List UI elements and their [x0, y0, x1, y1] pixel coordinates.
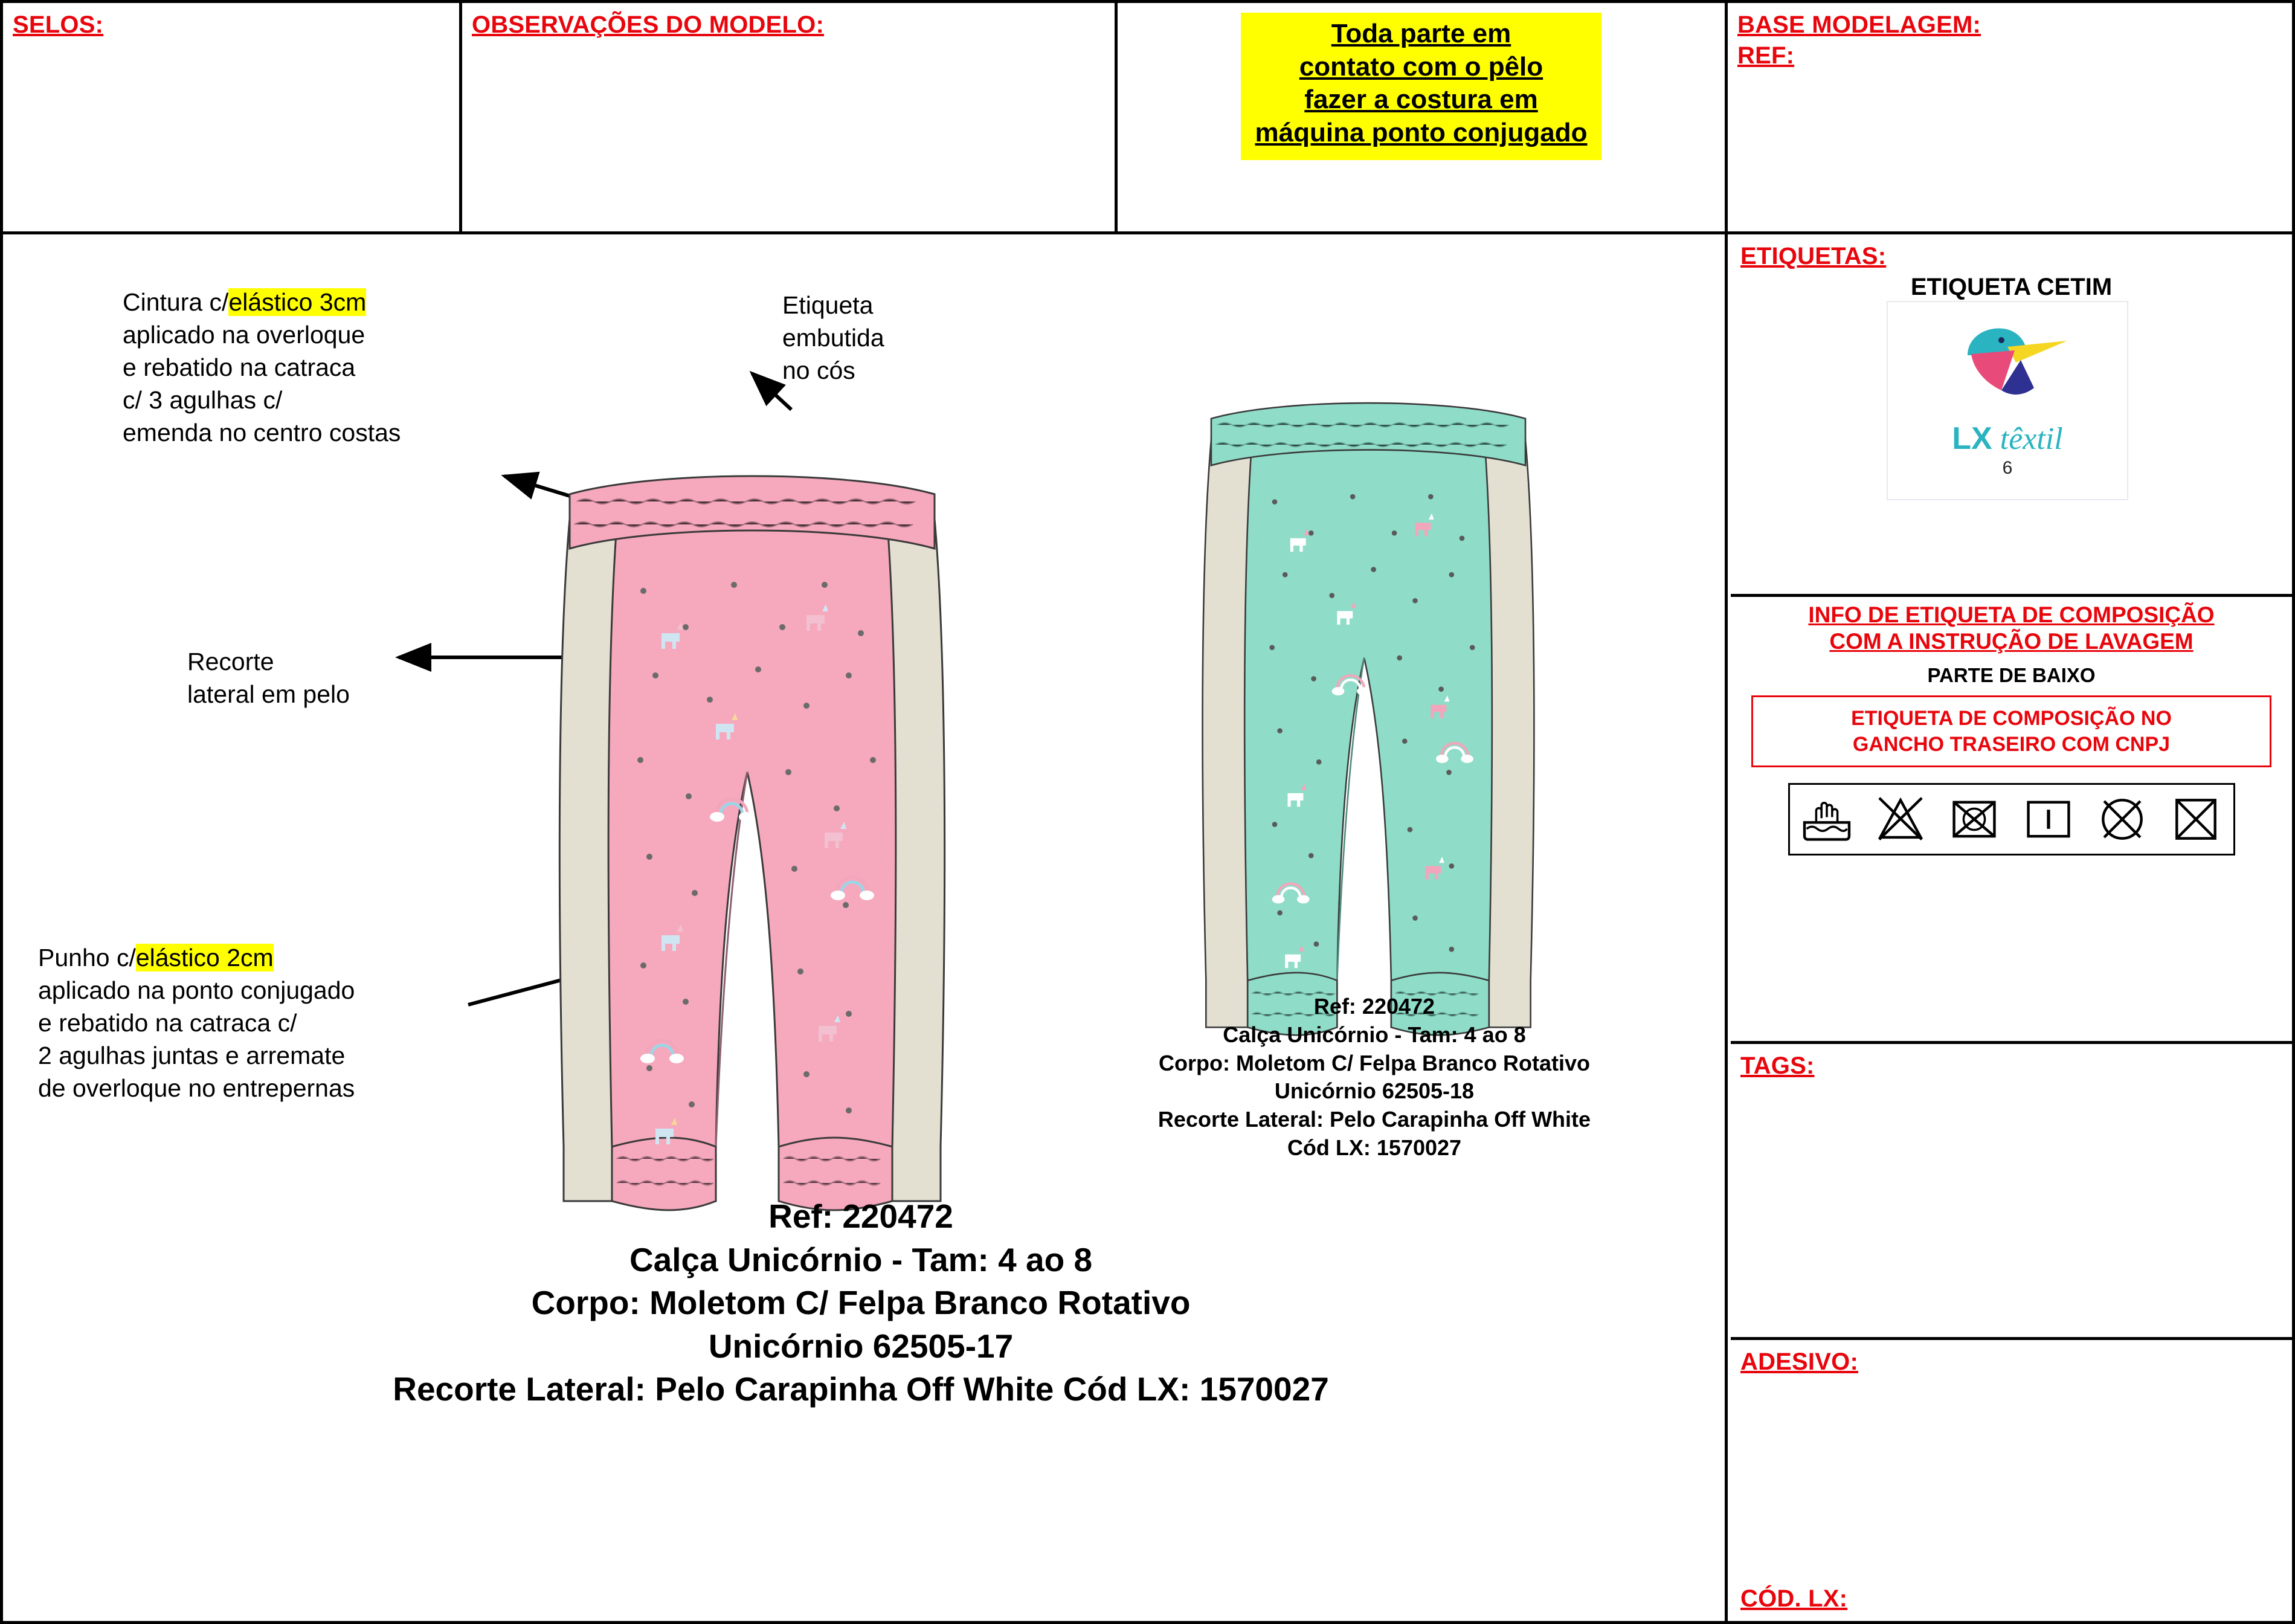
main-ref: Ref: 220472 [768, 1197, 953, 1235]
ref-label: REF: [1737, 42, 1795, 69]
punho-line1-pre: Punho c/ [38, 944, 136, 971]
base-modelagem-cell [1728, 3, 2289, 231]
header-band [3, 3, 2292, 231]
note-line-1: Toda parte em [1331, 19, 1511, 48]
punho-line2: aplicado na ponto conjugado [38, 976, 355, 1005]
no-dry-clean-icon [2096, 793, 2149, 846]
secondary-cod: Cód LX: 1570027 [1287, 1135, 1462, 1160]
selos-label: SELOS: [13, 11, 104, 38]
note-line-4: máquina ponto conjugado [1255, 117, 1588, 147]
pant-body-pink [608, 494, 896, 1201]
punho-line5: de overloque no entrepernas [38, 1074, 355, 1103]
no-wring-icon [2169, 793, 2223, 846]
hand-wash-icon [1800, 793, 1853, 846]
etiquetas-label: ETIQUETAS: [1740, 243, 1887, 269]
pant-illustration-pink [535, 434, 970, 1249]
note-cell [1118, 3, 1728, 231]
drawing-area [3, 234, 1728, 1624]
note-line-3: fazer a costura em [1304, 85, 1538, 115]
info-composicao-title [1731, 597, 2292, 654]
pant-illustration-mint [1181, 361, 1556, 1074]
cintura-line1-pre: Cintura c/ [123, 288, 229, 316]
iron-low-icon [2022, 793, 2075, 846]
base-modelagem-label: BASE MODELAGEM: [1737, 11, 1981, 38]
adesivo-section [1731, 1340, 2292, 1621]
red-box-line2: GANCHO TRASEIRO COM CNPJ [1852, 732, 2171, 756]
cintura-elastic-highlight: elástico 3cm [228, 288, 367, 316]
secondary-name: Calça Unicórnio - Tam: 4 ao 8 [1223, 1022, 1526, 1047]
hummingbird-logo-icon [1943, 320, 2073, 411]
adesivo-label: ADESIVO: [1740, 1348, 1858, 1375]
no-bleach-icon [1874, 793, 1927, 846]
tags-section [1731, 1044, 2292, 1340]
pant-body-mint [1244, 419, 1492, 1028]
cintura-line2: aplicado na overloque [123, 321, 365, 349]
satin-label-card [1887, 301, 2128, 500]
main-name: Calça Unicórnio - Tam: 4 ao 8 [629, 1240, 1093, 1278]
product-info-main [39, 1195, 1682, 1411]
no-tumble-dry-icon [1948, 793, 2001, 846]
product-info-secondary [1030, 993, 1719, 1162]
care-symbols-box [1788, 783, 2235, 856]
composicao-red-box [1751, 695, 2271, 767]
arrow-etiqueta [752, 373, 791, 410]
secondary-ref: Ref: 220472 [1313, 994, 1435, 1019]
tags-label: TAGS: [1740, 1052, 1815, 1079]
label-size-number: 6 [2002, 458, 2013, 478]
main-recorte: Recorte Lateral: Pelo Carapinha Off White Cód LX: 1570027 [393, 1370, 1329, 1408]
recorte-line2: lateral em pelo [187, 680, 350, 709]
secondary-estampa: Unicórnio 62505-18 [1274, 1078, 1475, 1104]
punho-line3: e rebatido na catraca c/ [38, 1009, 297, 1037]
highlight-note [1241, 13, 1602, 160]
red-box-line1: ETIQUETA DE COMPOSIÇÃO NO [1851, 707, 2172, 730]
cintura-line4: c/ 3 agulhas c/ [123, 386, 283, 414]
observacoes-cell [462, 3, 1118, 231]
right-column [1731, 234, 2292, 1624]
note-line-2: contato com o pêlo [1299, 51, 1543, 82]
brand-textil: têxtil [2000, 422, 2063, 456]
etiqueta-line1: Etiqueta [782, 291, 874, 319]
punho-line4: 2 agulhas juntas e arremate [38, 1042, 346, 1070]
cintura-line5: emenda no centro costas [123, 419, 401, 447]
info-title-line1: INFO DE ETIQUETA DE COMPOSIÇÃO [1808, 602, 2215, 627]
cod-lx-label: CÓD. LX: [1740, 1585, 1848, 1612]
brand-name [1888, 420, 2127, 457]
secondary-corpo: Corpo: Moletom C/ Felpa Branco Rotativo [1158, 1050, 1591, 1075]
info-composicao-section [1731, 597, 2292, 1044]
parte-de-baixo-label: PARTE DE BAIXO [1927, 664, 2096, 687]
etiqueta-line3: no cós [782, 356, 855, 385]
brand-lx: LX [1952, 421, 1992, 456]
etiqueta-cetim-title: ETIQUETA CETIM [1910, 274, 2113, 300]
etiqueta-line2: embutida [782, 324, 884, 352]
cod-lx-wrapper [1740, 1585, 1847, 1613]
punho-elastic-highlight: elástico 2cm [135, 944, 274, 971]
main-corpo: Corpo: Moletom C/ Felpa Branco Rotativo [531, 1284, 1191, 1321]
main-estampa: Unicórnio 62505-17 [708, 1327, 1014, 1365]
secondary-recorte: Recorte Lateral: Pelo Carapinha Off White [1157, 1107, 1591, 1132]
recorte-line1: Recorte [187, 648, 274, 675]
selos-cell [3, 3, 462, 231]
cintura-line3: e rebatido na catraca [123, 353, 356, 382]
info-title-line2: COM A INSTRUÇÃO DE LAVAGEM [1829, 628, 2194, 654]
etiquetas-section [1731, 234, 2292, 597]
observacoes-label: OBSERVAÇÕES DO MODELO: [472, 11, 824, 38]
